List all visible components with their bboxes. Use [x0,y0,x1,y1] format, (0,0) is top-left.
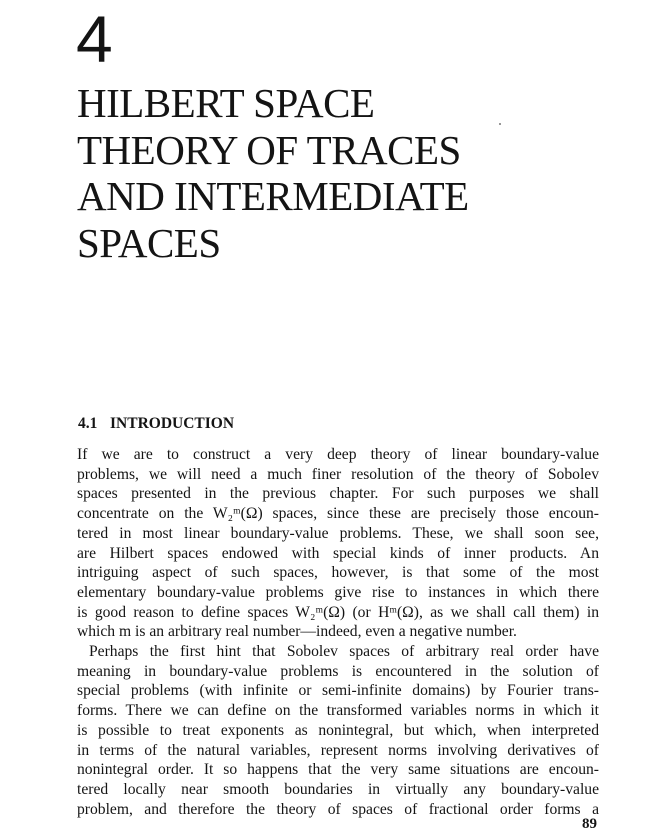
section-title: INTRODUCTION [110,415,235,432]
chapter-title-line: THEORY OF TRACES [77,126,461,173]
text-line: which m is an arbitrary real number—indeed, even a negative number. [77,623,517,641]
body-text [77,445,599,819]
text-line: concentrate on the W₂ᵐ(Ω) spaces, since these are precisely those encoun- [77,505,599,523]
text-line: meaning in boundary-value problems is encountered in the solution of [77,662,599,680]
chapter-title-line: HILBERT SPACE [77,80,375,126]
paragraph [77,445,599,642]
text-line: If we are to construct a very deep theory of linear boundary-value [77,446,599,463]
text-line: nonintegral order. It so happens that the very same situations are encoun- [77,761,599,779]
text-line: is possible to treat exponents as nonintegral, but which, when interpreted [77,721,599,739]
paragraph [77,642,599,819]
text-line: problem, and therefore the theory of spaces of fractional order forms a [77,800,599,818]
text-line: is good reason to define spaces W₂ᵐ(Ω) (or Hᵐ(Ω), as we shall call them) in [77,603,599,621]
print-speck [499,123,501,125]
chapter-title [77,80,597,266]
text-line: are Hilbert spaces endowed with special kinds of inner products. An [77,544,599,562]
chapter-number: 4 [76,2,113,76]
page-number: 89 [582,816,597,832]
text-line: spaces presented in the previous chapter. For such purposes we shall [77,485,599,503]
chapter-title-line: AND INTERMEDIATE [77,173,469,219]
text-line: special problems (with infinite or semi-infinite domains) by Fourier trans- [77,682,599,700]
text-line: tered in most linear boundary-value problems. These, we shall soon see, [77,524,599,542]
text-line: in terms of the natural variables, represent norms involving derivatives of [77,741,599,759]
chapter-title-line: SPACES [77,219,221,266]
text-line: tered locally near smooth boundaries in virtually any boundary-value [77,780,599,798]
text-line: forms. There we can define on the transformed variables norms in which it [77,702,599,720]
text-line: Perhaps the first hint that Sobolev spaces of arbitrary real order have [89,643,599,661]
text-line: problems, we will need a much finer resolution of the theory of Sobolev [77,465,599,483]
section-number: 4.1 [78,415,98,432]
text-line: elementary boundary-value problems give rise to instances in which there [77,583,599,601]
section-heading [78,415,234,433]
text-line: intriguing aspect of such spaces, however, is that some of the most [77,564,599,582]
